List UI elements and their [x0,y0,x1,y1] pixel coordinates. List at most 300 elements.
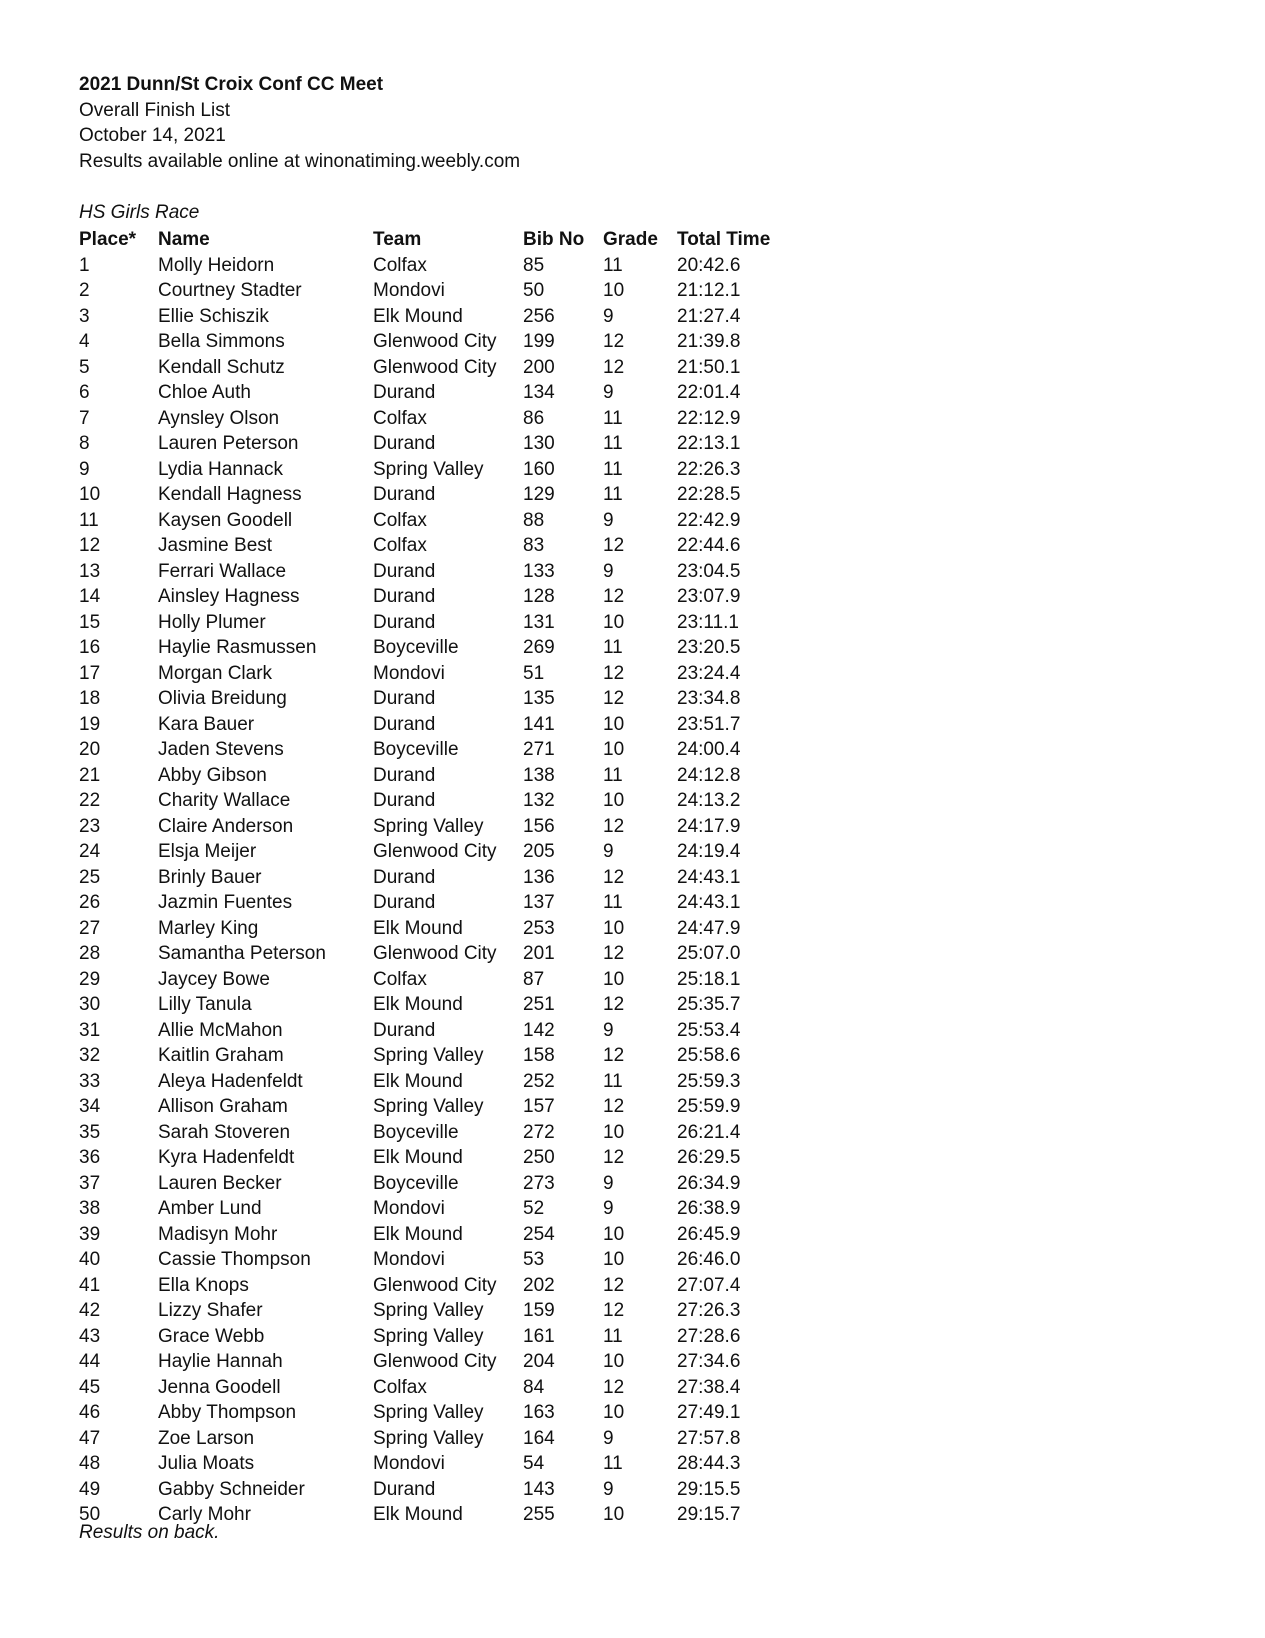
place-cell: 34 [79,1096,101,1117]
table-row [79,1324,797,1350]
time-cell: 25:07.0 [677,943,741,964]
name-cell: Olivia Breidung [158,688,287,709]
time-cell: 23:20.5 [677,637,741,658]
time-cell: 21:12.1 [677,280,741,301]
time-cell: 26:21.4 [677,1121,741,1143]
grade-cell: 10 [603,611,625,633]
table-row [79,1171,797,1197]
team-cell: Elk Mound [373,917,463,939]
name-cell: Kendall Hagness [158,484,302,505]
table-row [79,1018,797,1044]
place-cell: 49 [79,1478,101,1500]
table-row [79,1477,797,1503]
table-row [79,1069,797,1095]
bib-cell: 271 [523,739,555,760]
name-cell: Morgan Clark [158,662,273,684]
table-row [79,686,797,712]
time-cell: 26:34.9 [677,1172,741,1194]
team-cell: Glenwood City [373,841,497,862]
name-cell: Marley King [158,917,259,939]
bib-cell: 255 [523,1504,555,1525]
grade-cell: 10 [603,1504,625,1525]
bib-cell: 157 [523,1096,555,1117]
place-cell: 19 [79,713,101,735]
team-cell: Spring Valley [373,1300,484,1321]
team-cell: Spring Valley [373,1096,484,1117]
team-cell: Colfax [373,535,427,556]
time-cell: 21:27.4 [677,305,741,327]
team-cell: Elk Mound [373,1504,463,1525]
name-cell: Kaysen Goodell [158,509,293,531]
bib-cell: 136 [523,866,555,888]
time-cell: 27:34.6 [677,1351,741,1372]
race-label: HS Girls Race [79,202,200,223]
grade-cell: 9 [603,1427,614,1449]
grade-cell: 10 [603,1402,625,1423]
grade-cell: 12 [603,1045,625,1066]
time-cell: 24:19.4 [677,841,741,862]
name-cell: Lizzy Shafer [158,1300,263,1321]
place-cell: 35 [79,1121,101,1143]
time-cell: 23:07.9 [677,586,741,607]
name-cell: Allie McMahon [158,1019,283,1041]
bib-cell: 269 [523,637,555,658]
bib-cell: 84 [523,1376,545,1398]
bib-cell: 53 [523,1249,545,1270]
place-cell: 43 [79,1325,101,1347]
time-cell: 26:29.5 [677,1147,741,1168]
time-cell: 20:42.6 [677,254,741,276]
grade-cell: 11 [603,458,623,480]
bib-cell: 256 [523,305,555,327]
grade-cell: 10 [603,1223,625,1245]
table-row [79,814,797,840]
team-cell: Durand [373,892,436,913]
place-cell: 32 [79,1045,101,1066]
bib-cell: 132 [523,790,555,811]
name-cell: Sarah Stoveren [158,1121,291,1143]
team-cell: Glenwood City [373,1351,497,1372]
bib-cell: 205 [523,841,555,862]
name-cell: Ainsley Hagness [158,586,300,607]
table-row [79,1043,797,1069]
place-cell: 12 [79,535,101,556]
name-cell: Claire Anderson [158,815,294,837]
name-cell: Ellie Schiszik [158,305,269,327]
document-subtitle: Overall Finish List [79,99,230,121]
meet-date: October 14, 2021 [79,125,226,146]
team-cell: Durand [373,713,436,735]
time-cell: 26:38.9 [677,1198,741,1219]
place-cell: 42 [79,1300,101,1321]
grade-cell: 9 [603,1198,614,1219]
bib-cell: 129 [523,484,555,505]
place-cell: 38 [79,1198,101,1219]
team-cell: Spring Valley [373,458,484,480]
grade-cell: 10 [603,1121,625,1143]
bib-cell: 137 [523,892,555,913]
name-cell: Amber Lund [158,1198,262,1219]
grade-cell: 12 [603,535,625,556]
grade-cell: 10 [603,968,625,990]
place-cell: 11 [79,509,99,531]
team-cell: Spring Valley [373,1427,484,1449]
team-cell: Durand [373,1478,436,1500]
time-cell: 24:17.9 [677,815,741,837]
bib-cell: 143 [523,1478,555,1500]
grade-cell: 12 [603,1300,625,1321]
name-cell: Haylie Rasmussen [158,637,317,658]
grade-cell: 10 [603,1249,625,1270]
bib-cell: 164 [523,1427,555,1449]
column-header-place: Place* [79,229,137,250]
name-cell: Molly Heidorn [158,254,275,276]
grade-cell: 12 [603,586,625,607]
table-row [79,967,797,993]
grade-cell: 11 [603,1453,623,1474]
table-row [79,865,797,891]
column-header-name: Name [158,229,210,250]
bib-cell: 138 [523,764,555,786]
grade-cell: 11 [603,484,623,505]
bib-cell: 253 [523,917,555,939]
name-cell: Jazmin Fuentes [158,892,293,913]
time-cell: 24:00.4 [677,739,741,760]
table-row [79,635,797,661]
team-cell: Colfax [373,254,427,276]
table-row [79,304,797,330]
time-cell: 27:57.8 [677,1427,741,1449]
team-cell: Durand [373,1019,436,1041]
time-cell: 27:07.4 [677,1274,741,1296]
time-cell: 22:12.9 [677,407,741,429]
name-cell: Jaden Stevens [158,739,284,760]
bib-cell: 251 [523,994,555,1015]
place-cell: 14 [79,586,101,607]
grade-cell: 11 [603,637,623,658]
bib-cell: 130 [523,433,555,454]
table-row [79,661,797,687]
name-cell: Lauren Peterson [158,433,299,454]
place-cell: 23 [79,815,101,837]
team-cell: Mondovi [373,1453,445,1474]
time-cell: 27:38.4 [677,1376,741,1398]
name-cell: Kyra Hadenfeldt [158,1147,295,1168]
table-row [79,1094,797,1120]
place-cell: 5 [79,356,90,378]
name-cell: Kara Bauer [158,713,255,735]
grade-cell: 12 [603,1376,625,1398]
place-cell: 2 [79,280,90,301]
grade-cell: 12 [603,943,625,964]
team-cell: Mondovi [373,280,445,301]
results-table [79,227,797,1528]
time-cell: 26:46.0 [677,1249,741,1270]
place-cell: 1 [79,254,90,276]
time-cell: 22:01.4 [677,382,741,403]
grade-cell: 9 [603,841,614,862]
grade-cell: 9 [603,1172,614,1194]
grade-cell: 12 [603,662,625,684]
grade-cell: 12 [603,1147,625,1168]
name-cell: Jenna Goodell [158,1376,281,1398]
name-cell: Ferrari Wallace [158,560,287,582]
grade-cell: 12 [603,994,625,1015]
place-cell: 40 [79,1249,101,1270]
team-cell: Durand [373,764,436,786]
name-cell: Lilly Tanula [158,994,252,1015]
team-cell: Durand [373,484,436,505]
team-cell: Glenwood City [373,331,497,352]
place-cell: 18 [79,688,101,709]
grade-cell: 10 [603,1351,625,1372]
place-cell: 44 [79,1351,101,1372]
time-cell: 25:18.1 [677,968,741,990]
grade-cell: 11 [603,407,623,429]
time-cell: 24:43.1 [677,892,741,913]
time-cell: 25:58.6 [677,1045,741,1066]
team-cell: Durand [373,688,436,709]
name-cell: Haylie Hannah [158,1351,283,1372]
name-cell: Carly Mohr [158,1504,251,1525]
team-cell: Durand [373,866,436,888]
time-cell: 22:13.1 [677,433,741,454]
name-cell: Aleya Hadenfeldt [158,1070,303,1092]
grade-cell: 10 [603,739,625,760]
footer-note: Results on back. [79,1522,220,1543]
bib-cell: 200 [523,356,555,378]
name-cell: Gabby Schneider [158,1478,305,1500]
name-cell: Chloe Auth [158,382,251,403]
place-cell: 24 [79,841,101,862]
place-cell: 26 [79,892,101,913]
bib-cell: 250 [523,1147,555,1168]
bib-cell: 142 [523,1019,555,1041]
place-cell: 45 [79,1376,101,1398]
team-cell: Durand [373,433,436,454]
team-cell: Colfax [373,1376,427,1398]
place-cell: 28 [79,943,101,964]
time-cell: 22:28.5 [677,484,741,505]
place-cell: 13 [79,560,101,582]
name-cell: Ella Knops [158,1274,249,1296]
column-header-grade: Grade [603,229,658,250]
time-cell: 22:42.9 [677,509,741,531]
time-cell: 25:59.3 [677,1070,741,1092]
place-cell: 33 [79,1070,101,1092]
place-cell: 46 [79,1402,101,1423]
table-row [79,457,797,483]
table-row [79,1273,797,1299]
bib-cell: 51 [523,662,545,684]
table-row [79,329,797,355]
place-cell: 37 [79,1172,101,1194]
team-cell: Spring Valley [373,815,484,837]
table-row [79,941,797,967]
team-cell: Boyceville [373,1121,459,1143]
place-cell: 16 [79,637,101,658]
grade-cell: 11 [603,254,623,276]
grade-cell: 11 [603,1070,623,1092]
team-cell: Mondovi [373,1249,445,1270]
grade-cell: 9 [603,560,614,582]
bib-cell: 163 [523,1402,555,1423]
place-cell: 47 [79,1427,101,1449]
bib-cell: 131 [523,611,555,633]
grade-cell: 12 [603,331,625,352]
bib-cell: 87 [523,968,545,990]
team-cell: Colfax [373,968,427,990]
team-cell: Boyceville [373,637,459,658]
time-cell: 22:44.6 [677,535,741,556]
name-cell: Julia Moats [158,1453,255,1474]
grade-cell: 11 [603,433,623,454]
team-cell: Colfax [373,509,427,531]
time-cell: 24:13.2 [677,790,741,811]
bib-cell: 83 [523,535,545,556]
time-cell: 29:15.5 [677,1478,741,1500]
place-cell: 6 [79,382,90,403]
name-cell: Abby Gibson [158,764,267,786]
bib-cell: 272 [523,1121,555,1143]
bib-cell: 204 [523,1351,555,1372]
name-cell: Madisyn Mohr [158,1223,278,1245]
table-row [79,1120,797,1146]
results-body [79,253,797,1528]
place-cell: 41 [79,1274,101,1296]
place-cell: 48 [79,1453,101,1474]
table-row [79,712,797,738]
bib-cell: 133 [523,560,555,582]
table-row [79,380,797,406]
grade-cell: 12 [603,1274,625,1296]
place-cell: 21 [79,764,101,786]
time-cell: 24:43.1 [677,866,741,888]
time-cell: 24:47.9 [677,917,741,939]
grade-cell: 12 [603,866,625,888]
team-cell: Colfax [373,407,427,429]
name-cell: Samantha Peterson [158,943,326,964]
name-cell: Grace Webb [158,1325,265,1347]
place-cell: 29 [79,968,101,990]
bib-cell: 134 [523,382,555,403]
table-row [79,482,797,508]
table-row [79,992,797,1018]
grade-cell: 10 [603,790,625,811]
bib-cell: 161 [523,1325,555,1347]
time-cell: 27:49.1 [677,1402,741,1423]
grade-cell: 12 [603,688,625,709]
name-cell: Allison Graham [158,1096,288,1117]
time-cell: 26:45.9 [677,1223,741,1245]
time-cell: 21:39.8 [677,331,741,352]
table-row [79,1222,797,1248]
team-cell: Elk Mound [373,1223,463,1245]
table-row [79,584,797,610]
table-row [79,1145,797,1171]
table-row [79,559,797,585]
document-header [79,72,520,174]
table-row [79,253,797,279]
team-cell: Mondovi [373,1198,445,1219]
table-row [79,533,797,559]
table-row [79,1247,797,1273]
table-row [79,737,797,763]
table-row [79,788,797,814]
team-cell: Glenwood City [373,943,497,964]
team-cell: Elk Mound [373,1147,463,1168]
time-cell: 23:34.8 [677,688,741,709]
bib-cell: 160 [523,458,555,480]
grade-cell: 11 [603,1325,623,1347]
meet-title: 2021 Dunn/St Croix Conf CC Meet [79,74,384,95]
table-row [79,916,797,942]
bib-cell: 159 [523,1300,555,1321]
team-cell: Durand [373,382,436,403]
name-cell: Abby Thompson [158,1402,297,1423]
grade-cell: 9 [603,509,614,531]
place-cell: 30 [79,994,101,1015]
time-cell: 24:12.8 [677,764,741,786]
place-cell: 9 [79,458,90,480]
table-row [79,1349,797,1375]
table-row [79,278,797,304]
grade-cell: 12 [603,1096,625,1117]
bib-cell: 156 [523,815,555,837]
name-cell: Courtney Stadter [158,280,302,301]
table-row [79,1400,797,1426]
table-row [79,1298,797,1324]
name-cell: Zoe Larson [158,1427,255,1449]
grade-cell: 10 [603,713,625,735]
bib-cell: 201 [523,943,555,964]
bib-cell: 54 [523,1453,545,1474]
column-header-bib: Bib No [523,229,585,250]
table-row [79,1451,797,1477]
place-cell: 17 [79,662,101,684]
grade-cell: 10 [603,917,625,939]
table-row [79,610,797,636]
place-cell: 7 [79,407,90,429]
place-cell: 4 [79,331,90,352]
time-cell: 22:26.3 [677,458,741,480]
team-cell: Spring Valley [373,1402,484,1423]
time-cell: 29:15.7 [677,1504,741,1525]
team-cell: Durand [373,611,436,633]
table-row [79,1196,797,1222]
bib-cell: 199 [523,331,555,352]
name-cell: Kaitlin Graham [158,1045,284,1066]
grade-cell: 12 [603,815,625,837]
table-row [79,431,797,457]
place-cell: 31 [79,1019,101,1041]
grade-cell: 10 [603,280,625,301]
time-cell: 21:50.1 [677,356,741,378]
bib-cell: 252 [523,1070,555,1092]
bib-cell: 50 [523,280,545,301]
team-cell: Elk Mound [373,1070,463,1092]
name-cell: Jaycey Bowe [158,968,270,990]
place-cell: 22 [79,790,101,811]
place-cell: 50 [79,1504,101,1525]
grade-cell: 12 [603,356,625,378]
grade-cell: 9 [603,382,614,403]
grade-cell: 9 [603,1019,614,1041]
bib-cell: 128 [523,586,555,607]
table-row [79,355,797,381]
team-cell: Glenwood City [373,356,497,378]
name-cell: Holly Plumer [158,611,266,633]
